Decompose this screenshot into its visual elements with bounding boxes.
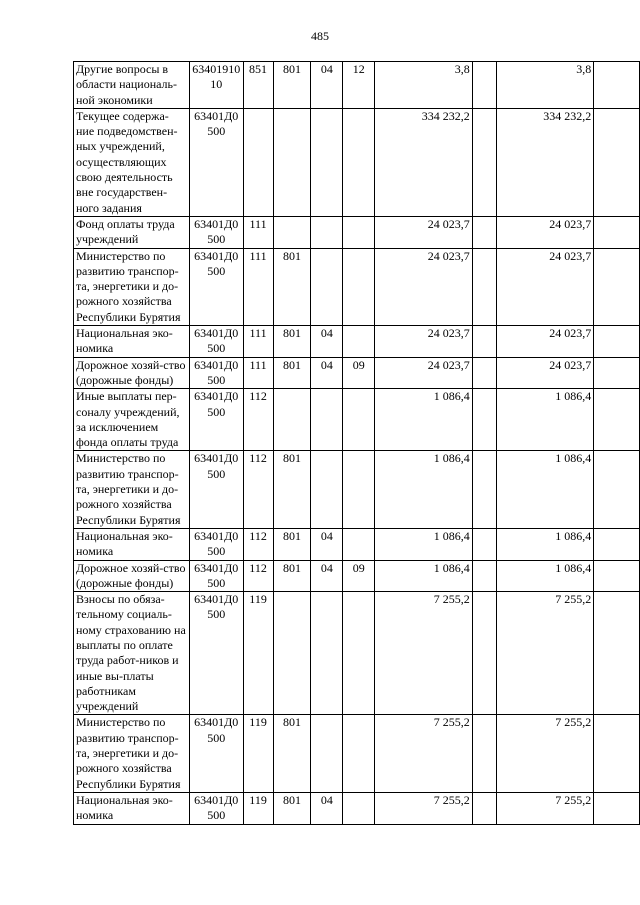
target-article-cell: 63401Д0500 — [189, 108, 243, 216]
amount-total-cell: 1 086,4 — [496, 528, 594, 560]
expense-type-cell — [243, 108, 273, 216]
expense-type-cell: 119 — [243, 592, 273, 715]
expense-type-cell: 112 — [243, 389, 273, 451]
subsection-cell — [343, 528, 375, 560]
subsection-cell: 09 — [343, 560, 375, 592]
administrator-code-cell: 801 — [273, 451, 311, 528]
expense-name-cell: Иные выплаты пер-соналу учреждений, за исключением фонда оплаты труда — [74, 389, 190, 451]
extra-cell — [594, 528, 640, 560]
administrator-code-cell: 801 — [273, 560, 311, 592]
subsection-cell — [343, 108, 375, 216]
expense-type-cell: 112 — [243, 560, 273, 592]
expense-type-cell: 111 — [243, 248, 273, 325]
amount-cell: 24 023,7 — [375, 216, 473, 248]
table-row — [74, 715, 640, 792]
amount-total-cell: 7 255,2 — [496, 715, 594, 792]
amount-total-cell: 3,8 — [496, 62, 594, 109]
spacer-cell — [472, 451, 496, 528]
amount-cell: 1 086,4 — [375, 560, 473, 592]
spacer-cell — [472, 357, 496, 389]
subsection-cell — [343, 389, 375, 451]
section-cell: 04 — [311, 62, 343, 109]
amount-total-cell: 24 023,7 — [496, 357, 594, 389]
table-row — [74, 792, 640, 824]
subsection-cell — [343, 792, 375, 824]
subsection-cell — [343, 216, 375, 248]
amount-cell: 24 023,7 — [375, 357, 473, 389]
expense-type-cell: 112 — [243, 528, 273, 560]
section-cell: 04 — [311, 560, 343, 592]
administrator-code-cell — [273, 592, 311, 715]
table-row — [74, 389, 640, 451]
administrator-code-cell: 801 — [273, 528, 311, 560]
amount-total-cell: 7 255,2 — [496, 792, 594, 824]
amount-cell: 7 255,2 — [375, 792, 473, 824]
extra-cell — [594, 248, 640, 325]
amount-cell: 1 086,4 — [375, 389, 473, 451]
extra-cell — [594, 592, 640, 715]
extra-cell — [594, 451, 640, 528]
expense-type-cell: 112 — [243, 451, 273, 528]
spacer-cell — [472, 108, 496, 216]
extra-cell — [594, 715, 640, 792]
amount-total-cell: 24 023,7 — [496, 248, 594, 325]
table-row — [74, 451, 640, 528]
amount-cell: 1 086,4 — [375, 528, 473, 560]
administrator-code-cell — [273, 108, 311, 216]
section-cell: 04 — [311, 326, 343, 358]
administrator-code-cell: 801 — [273, 248, 311, 325]
amount-cell: 24 023,7 — [375, 248, 473, 325]
section-cell — [311, 715, 343, 792]
section-cell — [311, 592, 343, 715]
section-cell: 04 — [311, 528, 343, 560]
amount-total-cell: 1 086,4 — [496, 560, 594, 592]
amount-cell: 1 086,4 — [375, 451, 473, 528]
expense-name-cell: Национальная эко-номика — [74, 792, 190, 824]
amount-total-cell: 1 086,4 — [496, 451, 594, 528]
section-cell — [311, 389, 343, 451]
spacer-cell — [472, 62, 496, 109]
expense-name-cell: Взносы по обяза-тельному социаль-ному страхованию на выплаты по оплате труда работ-ников и иные вы-платы работникам учреждений — [74, 592, 190, 715]
expense-type-cell: 119 — [243, 792, 273, 824]
target-article-cell: 63401Д0500 — [189, 216, 243, 248]
section-cell: 04 — [311, 357, 343, 389]
page-number: 485 — [311, 29, 329, 43]
extra-cell — [594, 62, 640, 109]
expense-name-cell: Текущее содержа-ние подведомствен-ных учреждений, осуществляющих свою деятельность вне государствен-ного задания — [74, 108, 190, 216]
table-row — [74, 560, 640, 592]
spacer-cell — [472, 560, 496, 592]
amount-cell: 7 255,2 — [375, 592, 473, 715]
expense-name-cell: Дорожное хозяй-ство (дорожные фонды) — [74, 560, 190, 592]
amount-cell: 24 023,7 — [375, 326, 473, 358]
amount-cell: 3,8 — [375, 62, 473, 109]
spacer-cell — [472, 592, 496, 715]
spacer-cell — [472, 389, 496, 451]
target-article-cell: 63401Д0500 — [189, 357, 243, 389]
expense-type-cell: 111 — [243, 216, 273, 248]
subsection-cell — [343, 248, 375, 325]
table-row — [74, 528, 640, 560]
administrator-code-cell — [273, 389, 311, 451]
administrator-code-cell — [273, 216, 311, 248]
expense-type-cell: 111 — [243, 357, 273, 389]
target-article-cell: 63401Д0500 — [189, 792, 243, 824]
budget-table — [73, 61, 640, 825]
table-row — [74, 108, 640, 216]
extra-cell — [594, 792, 640, 824]
spacer-cell — [472, 248, 496, 325]
target-article-cell: 6340191010 — [189, 62, 243, 109]
target-article-cell: 63401Д0500 — [189, 560, 243, 592]
section-cell: 04 — [311, 792, 343, 824]
subsection-cell — [343, 592, 375, 715]
section-cell — [311, 216, 343, 248]
expense-name-cell: Национальная эко-номика — [74, 528, 190, 560]
spacer-cell — [472, 326, 496, 358]
extra-cell — [594, 560, 640, 592]
table-row — [74, 592, 640, 715]
table-row — [74, 62, 640, 109]
expense-type-cell: 111 — [243, 326, 273, 358]
target-article-cell: 63401Д0500 — [189, 389, 243, 451]
administrator-code-cell: 801 — [273, 326, 311, 358]
administrator-code-cell: 801 — [273, 62, 311, 109]
expense-name-cell: Фонд оплаты труда учреждений — [74, 216, 190, 248]
amount-total-cell: 24 023,7 — [496, 216, 594, 248]
expense-type-cell: 851 — [243, 62, 273, 109]
expense-name-cell: Национальная эко-номика — [74, 326, 190, 358]
section-cell — [311, 108, 343, 216]
table-body — [74, 62, 640, 825]
extra-cell — [594, 389, 640, 451]
amount-total-cell: 24 023,7 — [496, 326, 594, 358]
section-cell — [311, 451, 343, 528]
table-row — [74, 248, 640, 325]
amount-total-cell: 334 232,2 — [496, 108, 594, 216]
spacer-cell — [472, 216, 496, 248]
amount-cell: 334 232,2 — [375, 108, 473, 216]
extra-cell — [594, 326, 640, 358]
spacer-cell — [472, 528, 496, 560]
subsection-cell: 09 — [343, 357, 375, 389]
target-article-cell: 63401Д0500 — [189, 248, 243, 325]
administrator-code-cell: 801 — [273, 357, 311, 389]
target-article-cell: 63401Д0500 — [189, 592, 243, 715]
amount-total-cell: 1 086,4 — [496, 389, 594, 451]
target-article-cell: 63401Д0500 — [189, 715, 243, 792]
expense-name-cell: Министерство по развитию транспор-та, энергетики и до-рожного хозяйства Республики Бурятия — [74, 451, 190, 528]
target-article-cell: 63401Д0500 — [189, 451, 243, 528]
extra-cell — [594, 216, 640, 248]
amount-cell: 7 255,2 — [375, 715, 473, 792]
expense-name-cell: Дорожное хозяй-ство (дорожные фонды) — [74, 357, 190, 389]
spacer-cell — [472, 715, 496, 792]
extra-cell — [594, 357, 640, 389]
extra-cell — [594, 108, 640, 216]
expense-name-cell: Министерство по развитию транспор-та, энергетики и до-рожного хозяйства Республики Бурятия — [74, 715, 190, 792]
section-cell — [311, 248, 343, 325]
table-row — [74, 216, 640, 248]
table-row — [74, 357, 640, 389]
target-article-cell: 63401Д0500 — [189, 528, 243, 560]
administrator-code-cell: 801 — [273, 792, 311, 824]
expense-name-cell: Министерство по развитию транспор-та, энергетики и до-рожного хозяйства Республики Бурятия — [74, 248, 190, 325]
expense-name-cell: Другие вопросы в области националь-ной экономики — [74, 62, 190, 109]
administrator-code-cell: 801 — [273, 715, 311, 792]
subsection-cell: 12 — [343, 62, 375, 109]
spacer-cell — [472, 792, 496, 824]
subsection-cell — [343, 326, 375, 358]
table-row — [74, 326, 640, 358]
expense-type-cell: 119 — [243, 715, 273, 792]
subsection-cell — [343, 715, 375, 792]
amount-total-cell: 7 255,2 — [496, 592, 594, 715]
subsection-cell — [343, 451, 375, 528]
target-article-cell: 63401Д0500 — [189, 326, 243, 358]
